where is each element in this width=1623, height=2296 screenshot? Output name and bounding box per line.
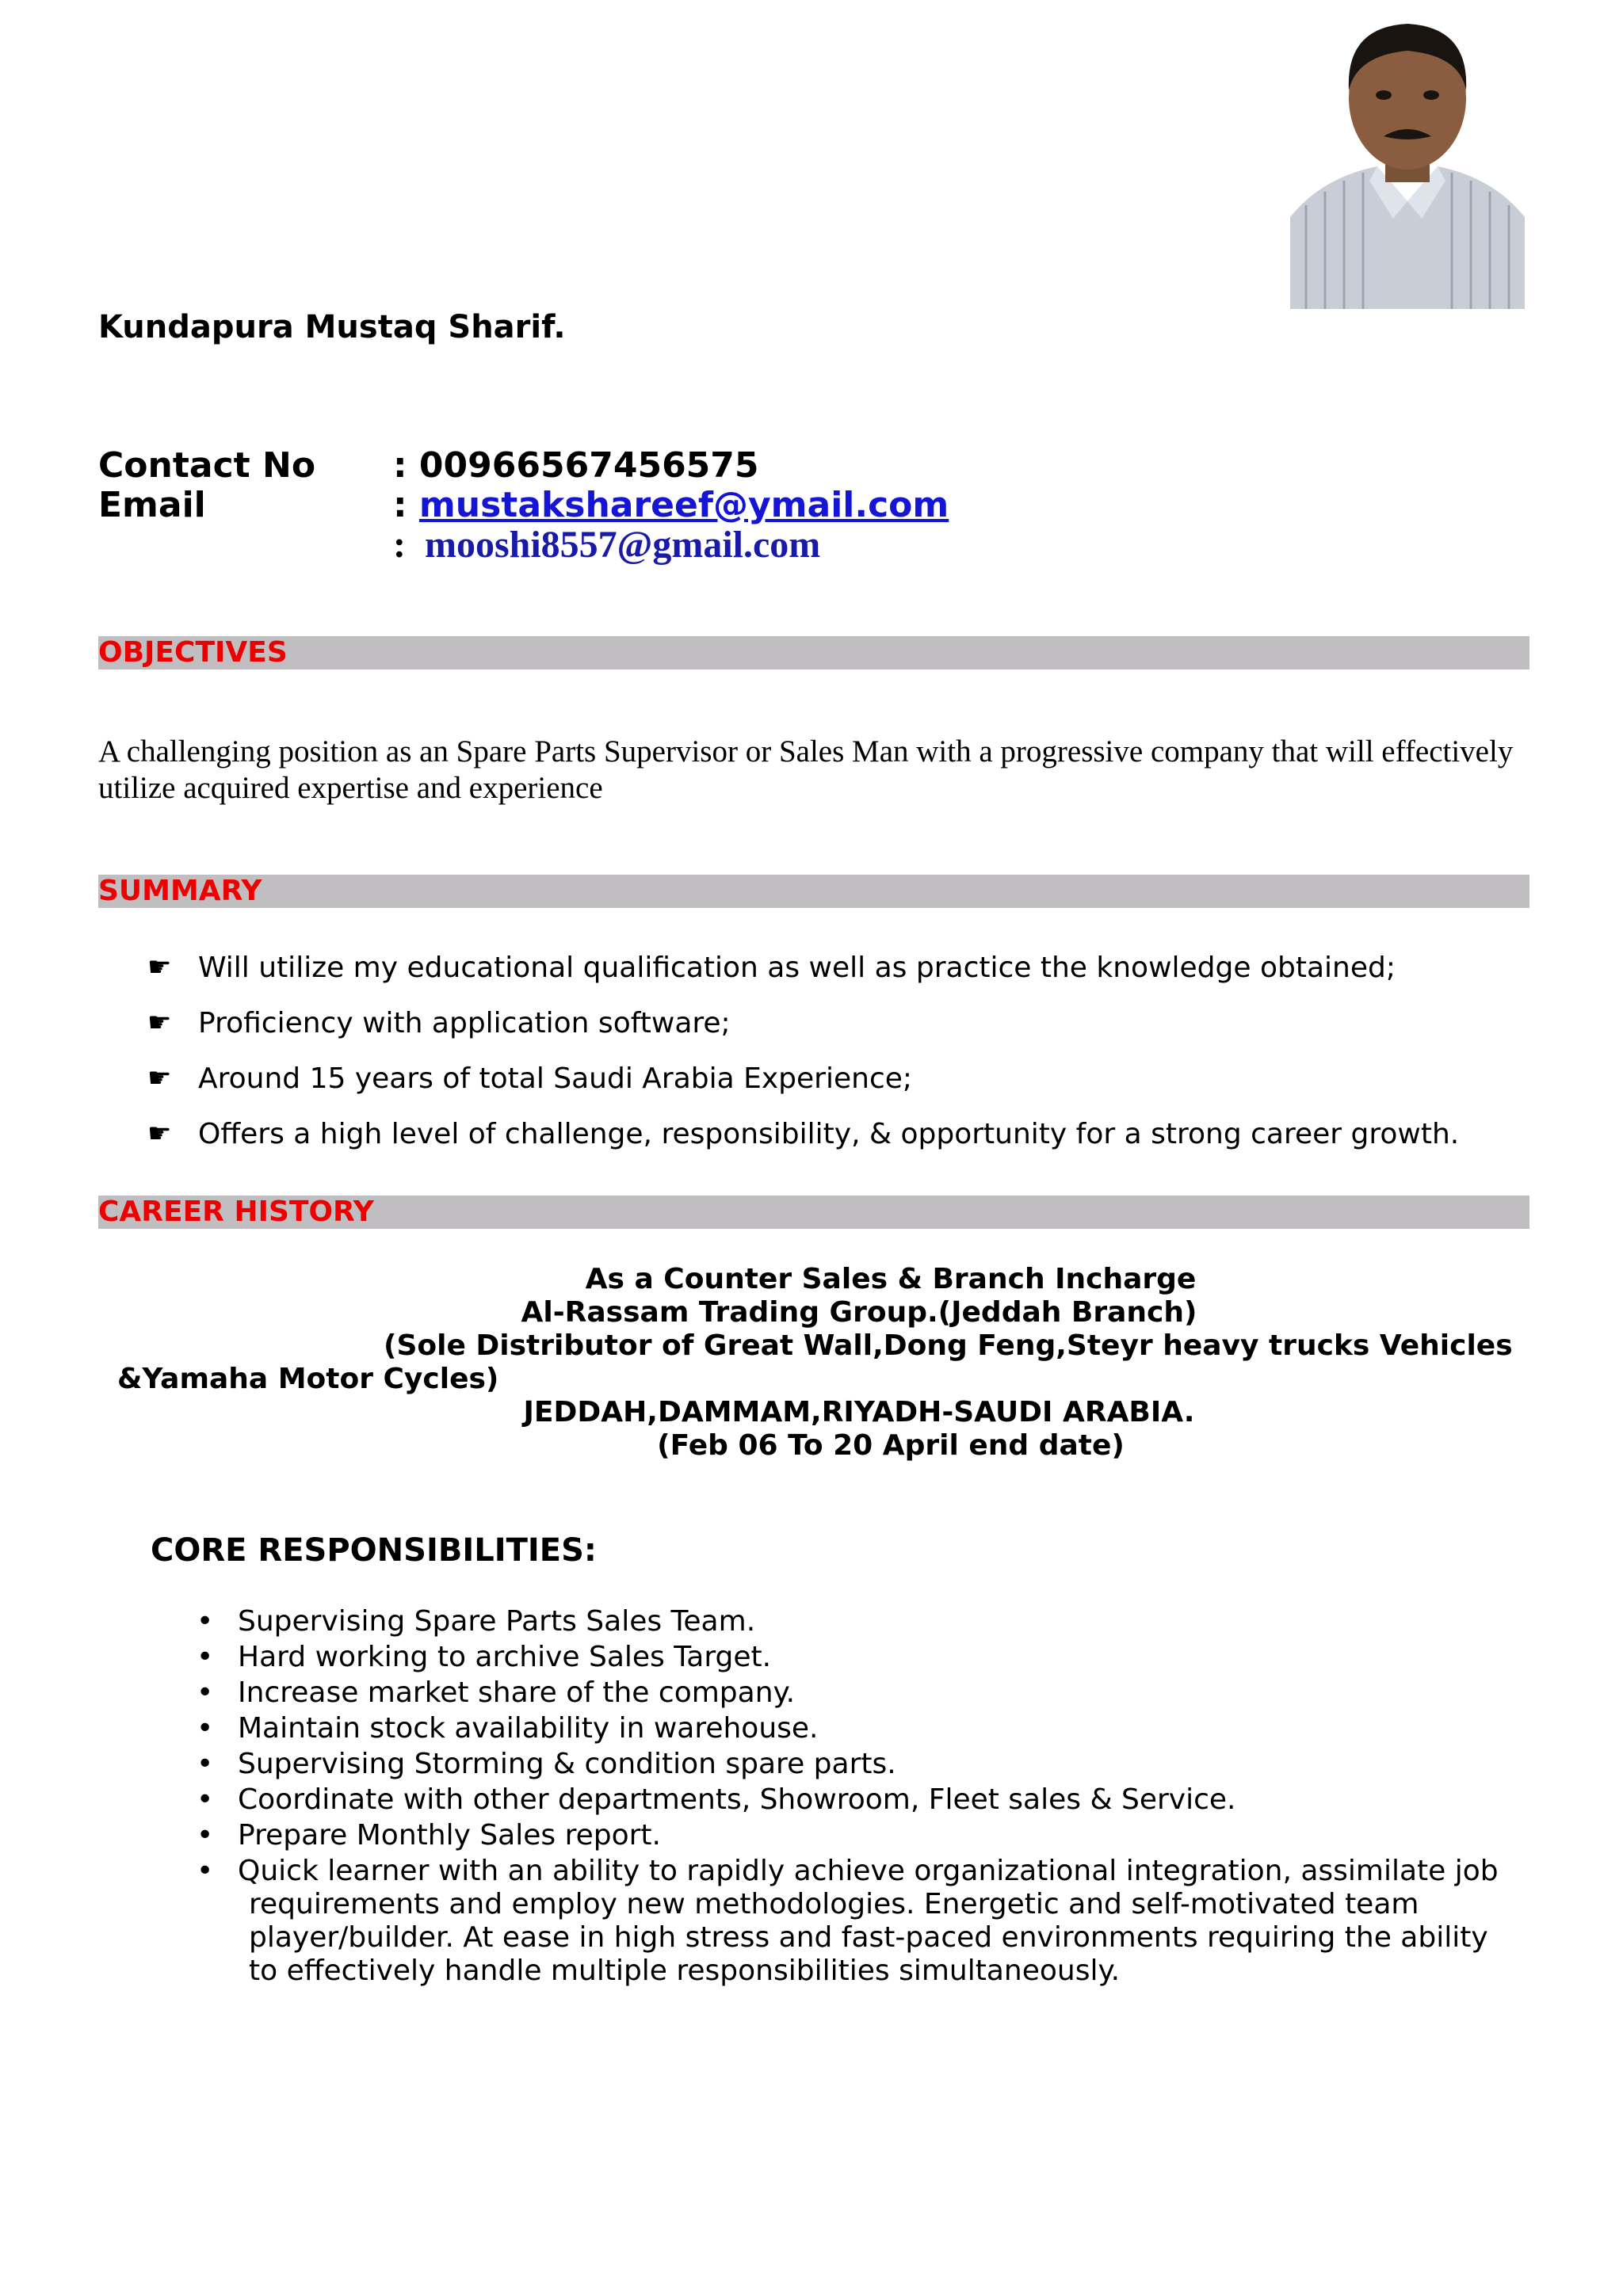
responsibility-text: Supervising Storming & condition spare parts.	[238, 1748, 896, 1780]
summary-heading: SUMMARY	[98, 875, 262, 907]
bullet-dot-icon: •	[197, 1641, 214, 1673]
bullet-dot-icon: •	[197, 1855, 214, 1887]
email-primary-row	[393, 485, 949, 525]
career-locations: JEDDAH,DAMMAM,RIYADH-SAUDI ARABIA.	[523, 1396, 1195, 1428]
profile-photo	[1290, 11, 1525, 309]
responsibility-item	[197, 1676, 1504, 1710]
career-distributor-line2: &Yamaha Motor Cycles)	[117, 1363, 499, 1395]
summary-item-text: Will utilize my educational qualification as well as practice the knowledge obtained;	[198, 951, 1396, 984]
career-position: As a Counter Sales & Branch Incharge	[585, 1263, 1197, 1295]
responsibility-text: Increase market share of the company.	[238, 1676, 796, 1709]
summary-item-text: Offers a high level of challenge, responsibility, & opportunity for a strong career growth.	[198, 1117, 1460, 1150]
career-heading: CAREER HISTORY	[98, 1196, 374, 1228]
contact-number: : 00966567456575	[393, 445, 759, 486]
summary-item	[147, 1051, 1542, 1106]
responsibility-text: Hard working to archive Sales Target.	[238, 1641, 772, 1673]
responsibility-item	[197, 1855, 1504, 1988]
email-secondary-row	[393, 523, 820, 566]
core-responsibilities-heading: CORE RESPONSIBILITIES:	[151, 1532, 597, 1569]
profile-photo-image	[1290, 11, 1525, 309]
responsibility-text: Prepare Monthly Sales report.	[238, 1819, 661, 1852]
summary-item-text: Proficiency with application software;	[198, 1006, 731, 1039]
bullet-dot-icon: •	[197, 1676, 214, 1709]
pointing-hand-icon: ☛	[147, 1062, 172, 1094]
responsibility-text: Supervising Spare Parts Sales Team.	[238, 1605, 756, 1638]
responsibility-item	[197, 1748, 1504, 1781]
objectives-text: A challenging position as an Spare Parts Supervisor or Sales Man with a progressive company that will effectively utilize acquired expertise and experience	[98, 734, 1514, 805]
objectives-bar	[98, 636, 1529, 669]
responsibility-text: Quick learner with an ability to rapidly achieve organizational integration, assimilate job	[238, 1855, 1499, 1887]
email-label: Email	[98, 485, 206, 525]
email-primary-link[interactable]: mustakshareef@ymail.com	[418, 485, 949, 525]
contact-label: Contact No	[98, 445, 316, 486]
pointing-hand-icon: ☛	[147, 1007, 172, 1039]
responsibility-item	[197, 1605, 1504, 1638]
core-responsibilities-list	[197, 1605, 1504, 1990]
summary-item	[147, 1106, 1542, 1161]
bullet-dot-icon: •	[197, 1783, 214, 1816]
bullet-dot-icon: •	[197, 1819, 214, 1852]
career-entry	[98, 1263, 1513, 1463]
responsibility-text: Maintain stock availability in warehouse.	[238, 1712, 819, 1745]
career-distributor-line1: (Sole Distributor of Great Wall,Dong Feng,Steyr heavy trucks Vehicles	[384, 1329, 1513, 1362]
summary-list	[147, 940, 1542, 1161]
summary-item	[147, 995, 1542, 1051]
summary-item	[147, 940, 1542, 995]
bullet-dot-icon: •	[197, 1605, 214, 1638]
summary-item-text: Around 15 years of total Saudi Arabia Experience;	[198, 1062, 913, 1095]
responsibility-item	[197, 1783, 1504, 1817]
email-colon: :	[393, 485, 419, 525]
bullet-dot-icon: •	[197, 1712, 214, 1745]
summary-bar	[98, 875, 1529, 908]
career-period: (Feb 06 To 20 April end date)	[657, 1429, 1125, 1462]
responsibility-text-continued: requirements and employ new methodologies. Energetic and self-motivated team player/builder. At ease in high stress and fast-paced environments requiring the ability to effectively handle multiple responsibilities simultaneously.	[249, 1888, 1488, 1987]
candidate-name: Kundapura Mustaq Sharif.	[98, 309, 566, 345]
responsibility-item	[197, 1641, 1504, 1674]
pointing-hand-icon: ☛	[147, 1118, 172, 1150]
responsibility-item	[197, 1712, 1504, 1745]
responsibility-item	[197, 1819, 1504, 1852]
career-company: Al-Rassam Trading Group.(Jeddah Branch)	[521, 1296, 1197, 1329]
email-secondary-colon: :	[393, 524, 406, 566]
email-secondary-link[interactable]: mooshi8557@gmail.com	[424, 524, 821, 566]
bullet-dot-icon: •	[197, 1748, 214, 1780]
pointing-hand-icon: ☛	[147, 952, 172, 983]
responsibility-text: Coordinate with other departments, Showroom, Fleet sales & Service.	[238, 1783, 1236, 1816]
objectives-heading: OBJECTIVES	[98, 636, 288, 669]
